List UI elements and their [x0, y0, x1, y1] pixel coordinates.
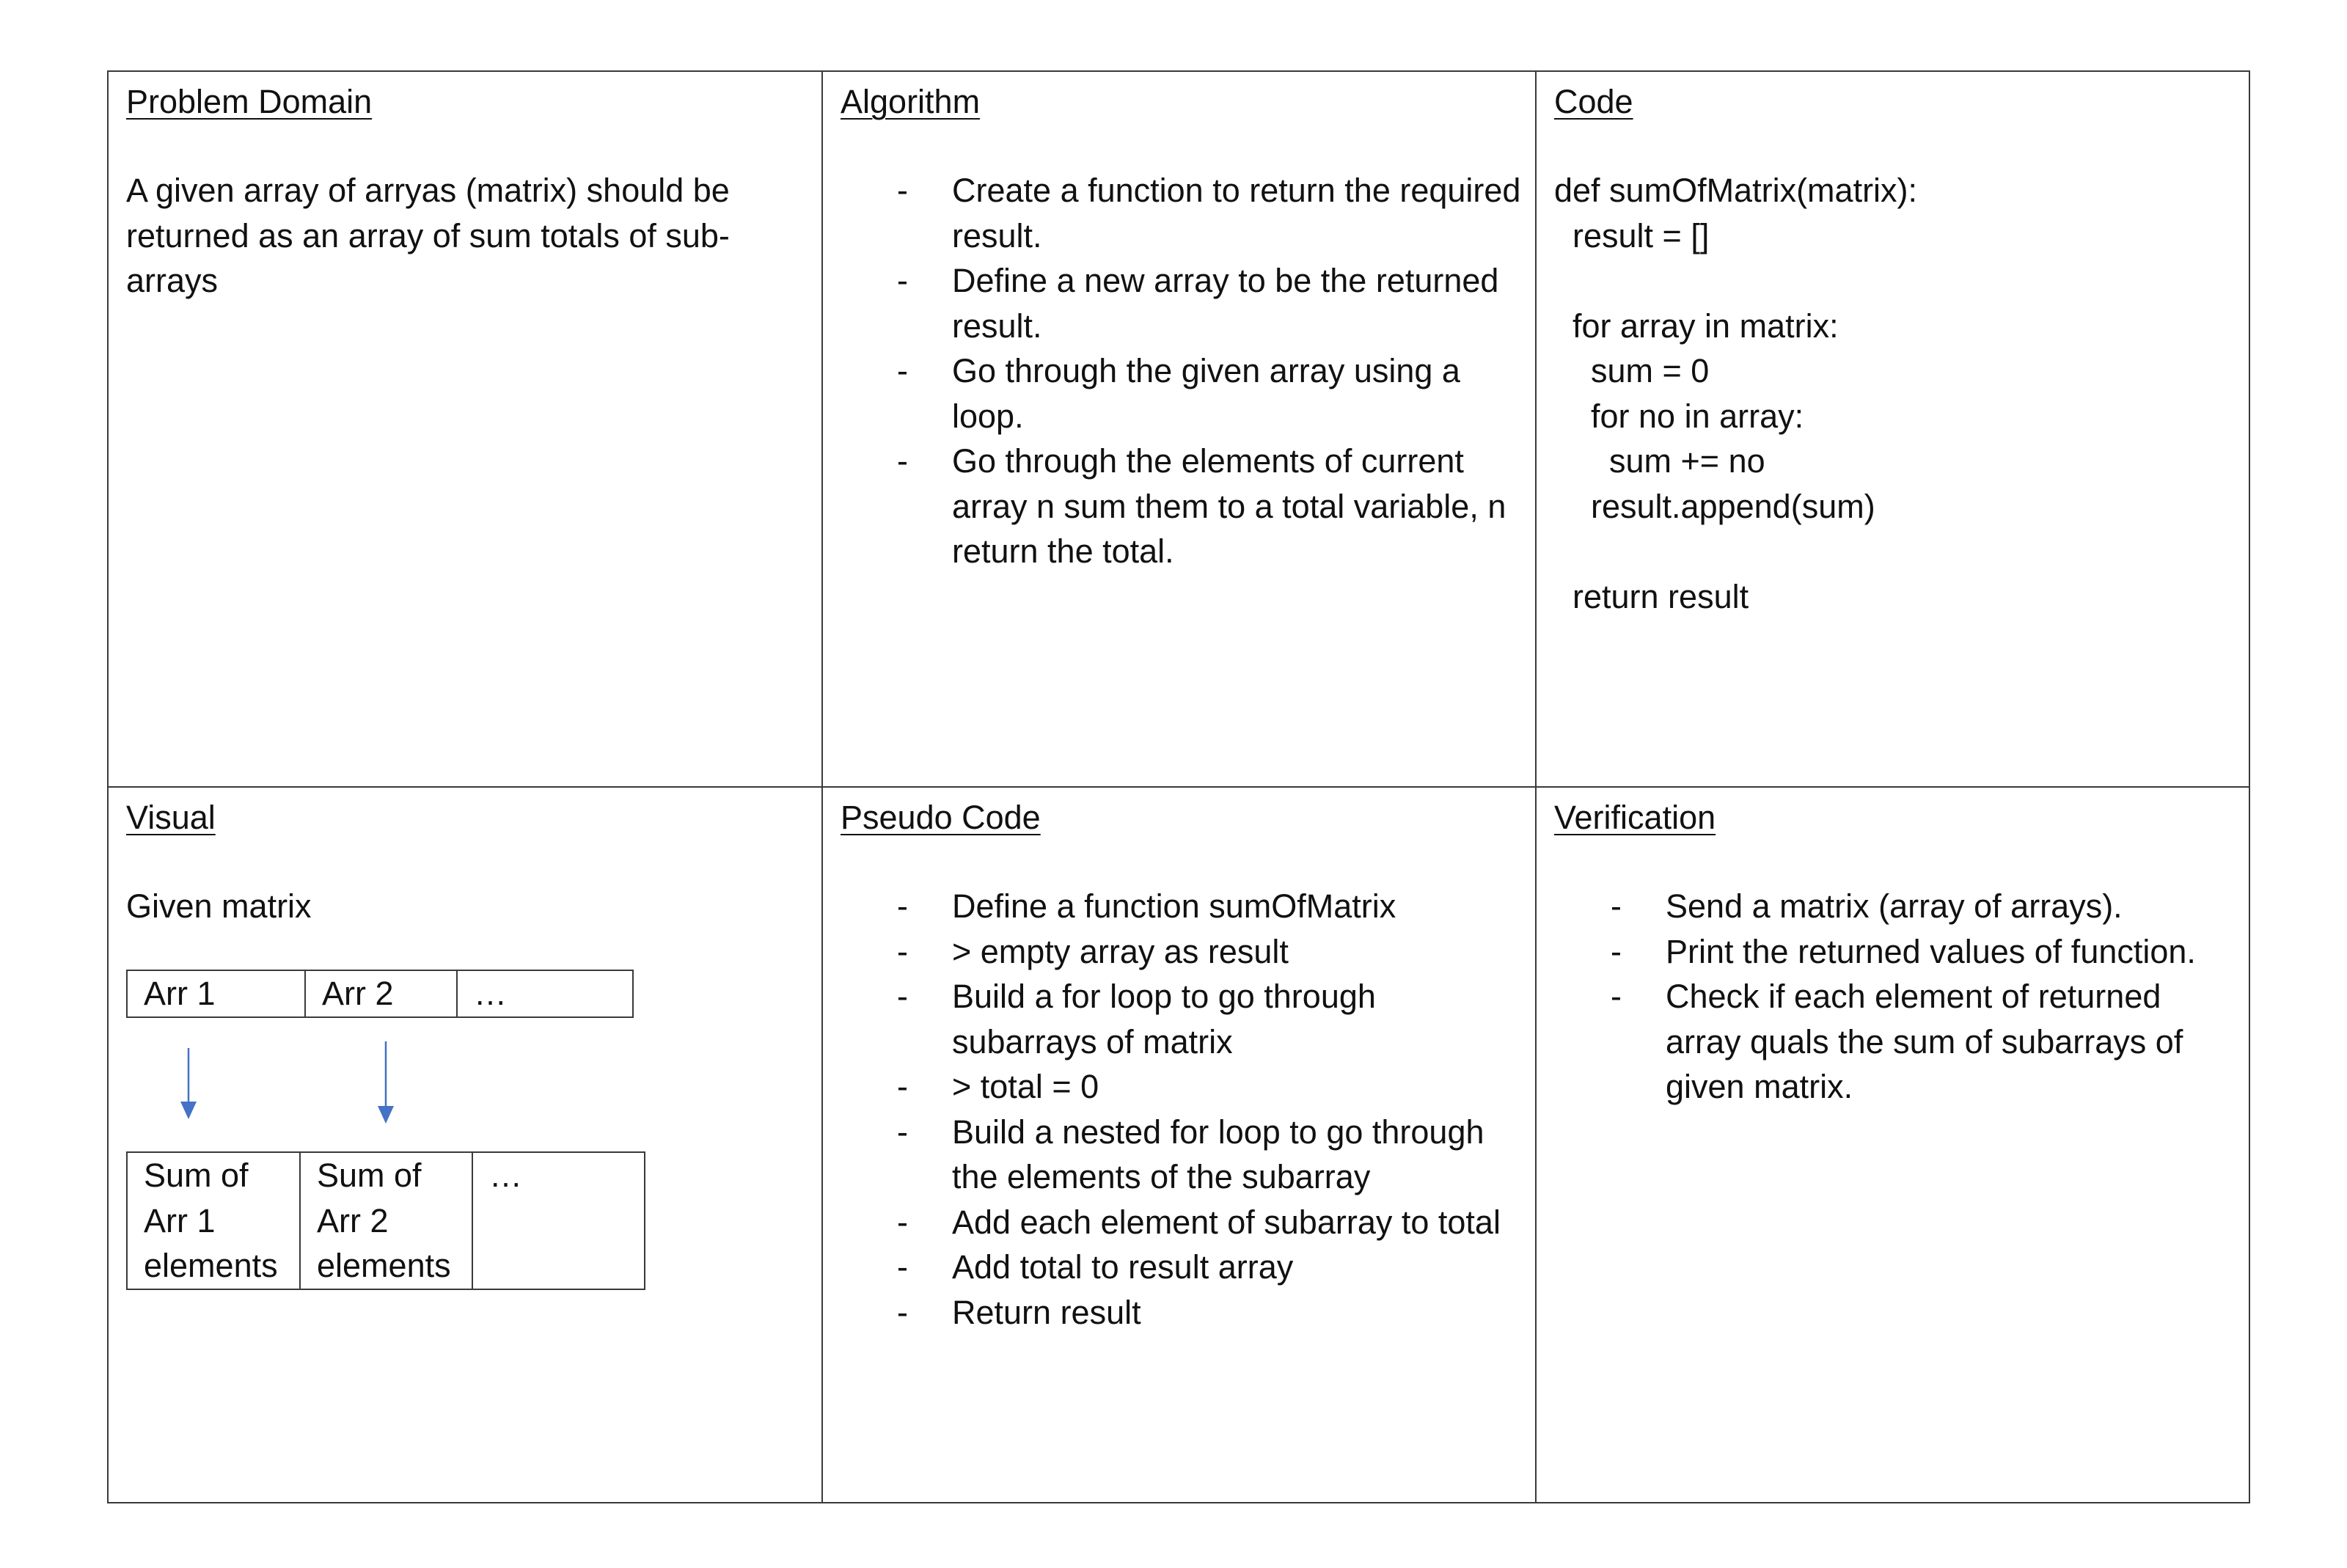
algorithm-step: - Define a new array to be the returned result. [841, 258, 1522, 348]
algorithm-cell [822, 71, 1536, 787]
sum-box: Sum of Arr 1 elements [128, 1153, 301, 1289]
algorithm-step: - Go through the elements of current array n sum them to a total variable, n return the total. [841, 439, 1522, 574]
verification-cell [1536, 787, 2249, 1503]
problem-solving-table [107, 70, 2250, 1503]
pseudo-code-step: - Build a nested for loop to go through the elements of the subarray [841, 1110, 1522, 1200]
verification-title: Verification [1554, 799, 1716, 836]
algorithm-step: - Go through the given array using a loop. [841, 348, 1522, 439]
pseudo-code-step: - Add total to result array [841, 1245, 1522, 1290]
matrix-box: Arr 1 [128, 971, 306, 1016]
code-cell [1536, 71, 2249, 787]
code-title: Code [1554, 83, 1633, 120]
pseudo-code-cell [822, 787, 1536, 1503]
algorithm-step: - Create a function to return the required result. [841, 168, 1522, 258]
problem-domain-title: Problem Domain [126, 83, 373, 120]
matrix-box: … [474, 975, 507, 1012]
matrix-box: Arr 2 [306, 971, 458, 1016]
problem-domain-text: A given array of arryas (matrix) should be returned as an array of sum totals of sub-arrays [126, 172, 730, 299]
down-arrow-head [378, 1106, 394, 1124]
pseudo-code-step: - Return result [841, 1290, 1522, 1336]
pseudo-code-list [841, 884, 1522, 1335]
sum-result-boxes [126, 1151, 645, 1290]
algorithm-list [841, 168, 1522, 574]
sum-box: Sum of Arr 2 elements [301, 1153, 473, 1289]
code-block: def sumOfMatrix(matrix): result = [] for array in matrix: sum = 0 for no in array: sum += no result.append(sum) return result [1554, 172, 1918, 615]
pseudo-code-step: - Build a for loop to go through subarrays of matrix [841, 974, 1522, 1064]
pseudo-code-step: - Define a function sumOfMatrix [841, 884, 1522, 929]
verification-step: - Print the returned values of function. [1554, 929, 2236, 975]
sum-box: … [489, 1157, 522, 1194]
verification-step: - Check if each element of returned array quals the sum of subarrays of given matrix. [1554, 974, 2236, 1110]
visual-cell [108, 787, 822, 1503]
visual-title: Visual [126, 799, 216, 836]
down-arrow-head [180, 1102, 197, 1119]
pseudo-code-step: - > empty array as result [841, 929, 1522, 975]
visual-caption: Given matrix [126, 887, 312, 925]
verification-list [1554, 884, 2236, 1110]
pseudo-code-step: - > total = 0 [841, 1064, 1522, 1110]
algorithm-title: Algorithm [841, 83, 981, 120]
pseudo-code-title: Pseudo Code [841, 799, 1041, 836]
pseudo-code-step: - Add each element of subarray to total [841, 1200, 1522, 1245]
problem-domain-cell [108, 71, 822, 787]
verification-step: - Send a matrix (array of arrays). [1554, 884, 2236, 929]
